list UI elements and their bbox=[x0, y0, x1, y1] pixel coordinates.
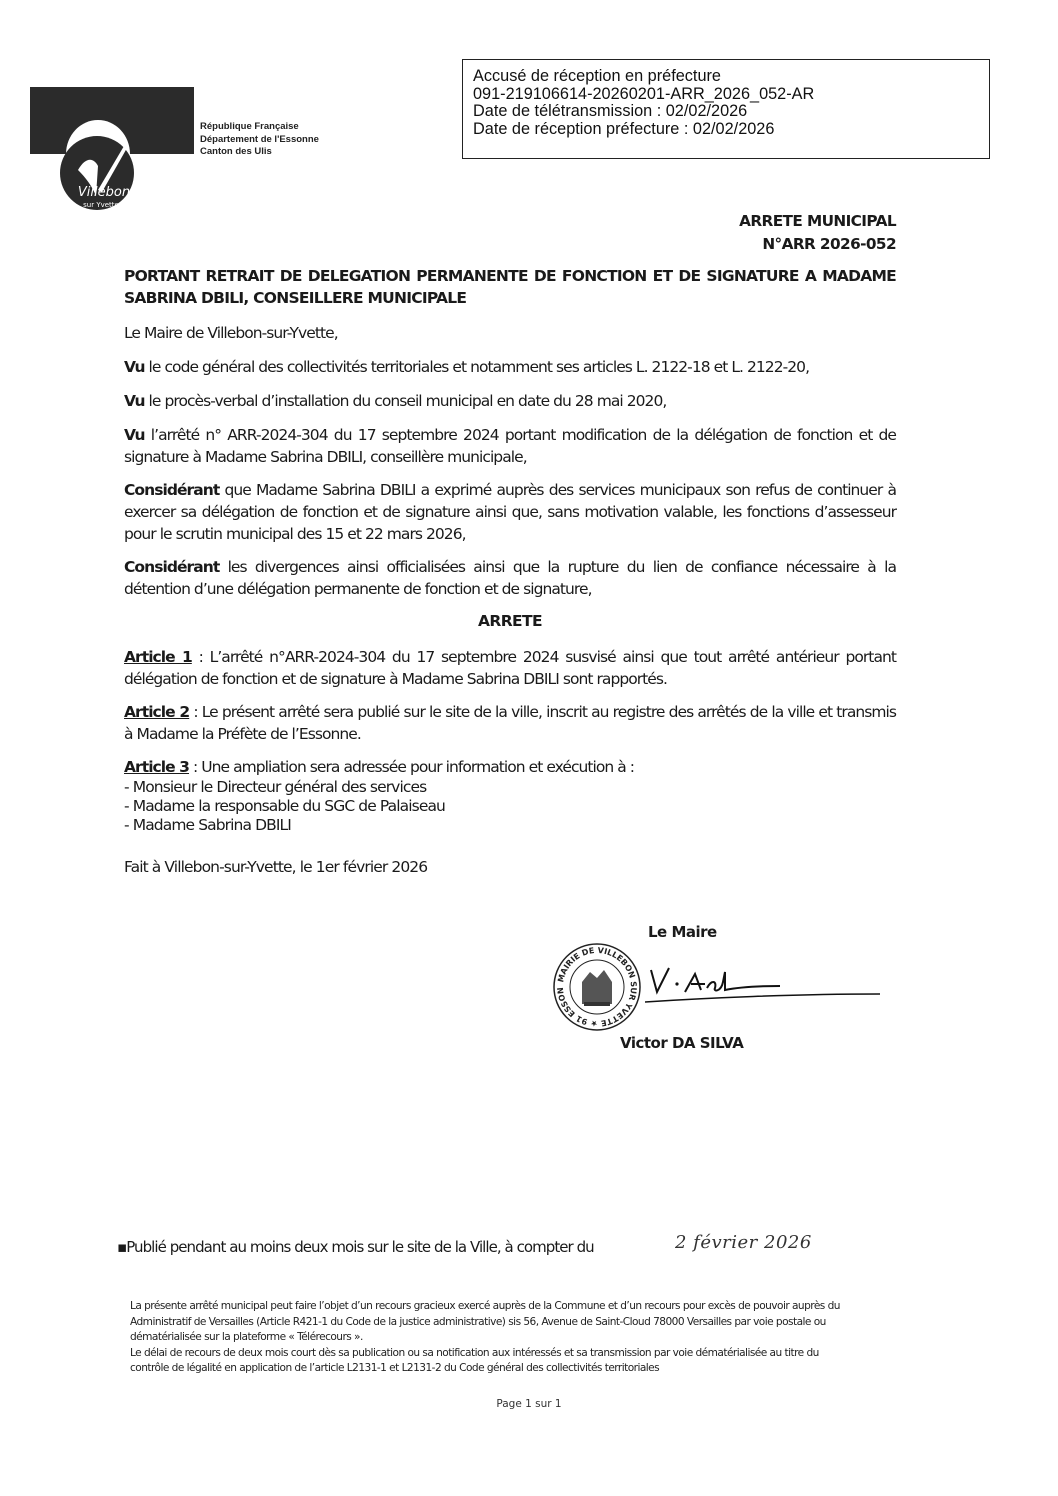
considerant-1 bbox=[124, 479, 896, 545]
publication-handwritten-date: 2 février 2026 bbox=[675, 1232, 812, 1253]
logo-text-villebon: Villebon bbox=[77, 185, 131, 200]
visa-3 bbox=[124, 424, 896, 468]
footer-line: contrôle de légalité en application de l’article L2131-1 et L2131-2 du Code général des collectivités territoriales bbox=[130, 1362, 660, 1374]
considerant-text: que Madame Sabrina DBILI a exprimé auprès des services municipaux son refus de continuer à exercer sa délégation de fonction et de signature ainsi que, sans motivation valable, les fonctions d’assesseur pour le scrutin municipal des 15 et 22 mars 2026, bbox=[124, 481, 896, 543]
recipient-item: - Monsieur le Directeur général des services bbox=[124, 778, 427, 796]
ar-line-title: Accusé de réception en préfecture bbox=[473, 67, 721, 85]
considerant-text: les divergences ainsi officialisées ainsi que la rupture du lien de confiance nécessaire à la détention d’une délégation permanente de fonction et de signature, bbox=[124, 558, 896, 598]
recipients-list bbox=[124, 778, 445, 835]
article-1 bbox=[124, 646, 896, 690]
page-number: Page 1 sur 1 bbox=[496, 1398, 562, 1410]
considerant-lead: Considérant bbox=[124, 481, 220, 499]
logo-text-sur-yvette: sur Yvette bbox=[83, 201, 119, 209]
visa-2 bbox=[124, 390, 896, 412]
ar-line-reference: 091-219106614-20260201-ARR_2026_052-AR bbox=[473, 84, 815, 103]
recipient-item: - Madame la responsable du SGC de Palaiseau bbox=[124, 797, 445, 815]
document-type-title: ARRETE MUNICIPAL bbox=[739, 212, 896, 230]
accuse-reception-box bbox=[462, 59, 990, 159]
done-at: Fait à Villebon-sur-Yvette, le 1er février 2026 bbox=[124, 858, 428, 876]
legal-recourse-notice bbox=[130, 1299, 942, 1377]
visa-lead: Vu bbox=[124, 426, 145, 444]
signatory-name: Victor DA SILVA bbox=[620, 1034, 744, 1052]
mairie-seal-stamp bbox=[552, 942, 642, 1032]
ar-line-teletransmission: Date de télétransmission : 02/02/2026 bbox=[473, 102, 748, 120]
villebon-logo bbox=[28, 86, 196, 216]
article-2 bbox=[124, 701, 896, 745]
org-lines bbox=[200, 121, 319, 159]
document-subject: PORTANT RETRAIT DE DELEGATION PERMANENTE DE FONCTION ET DE SIGNATURE A MADAME SABRINA DBILI, CONSEILLERE MUNICIPALE bbox=[124, 267, 896, 307]
arrete-heading: ARRETE bbox=[477, 612, 543, 630]
visa-text: le code général des collectivités territoriales et notamment ses articles L. 2122-18 et L. 2122-20, bbox=[144, 358, 810, 376]
visa-lead: Vu bbox=[124, 392, 145, 410]
article-text: : Une ampliation sera adressée pour information et exécution à : bbox=[189, 758, 635, 776]
document-number: N°ARR 2026-052 bbox=[762, 235, 896, 253]
article-3 bbox=[124, 756, 896, 778]
signature-graphic bbox=[645, 958, 885, 1008]
article-text: : L’arrêté n°ARR-2024-304 du 17 septembre 2024 susvisé ainsi que tout arrêté antérieur portant délégation de fonction et de signature à Madame Sabrina DBILI sont rapportés. bbox=[124, 648, 896, 688]
footer-line: Administratif de Versailles (Article R421-1 du Code de la justice administrative) sis 56, Avenue de Saint-Cloud 78000 Versailles par voie postale ou bbox=[130, 1315, 826, 1328]
publication-note: ▪Publié pendant au moins deux mois sur le site de la Ville, à compter du bbox=[117, 1238, 594, 1256]
footer-line: Le délai de recours de deux mois court dès sa publication ou sa notification aux intéressés et sa transmission par voie dématérialisée au titre du bbox=[130, 1346, 819, 1359]
visa-text: l’arrêté n° ARR-2024-304 du 17 septembre 2024 portant modification de la délégation de fonction et de signature à Madame Sabrina DBILI, conseillère municipale, bbox=[124, 426, 896, 466]
considerant-2 bbox=[124, 556, 896, 600]
visa-text: le procès-verbal d’installation du conseil municipal en date du 28 mai 2020, bbox=[144, 392, 667, 410]
handwritten-signature bbox=[645, 958, 885, 1008]
considerant-lead: Considérant bbox=[124, 558, 220, 576]
intro-line: Le Maire de Villebon-sur-Yvette, bbox=[124, 324, 338, 342]
ar-line-reception: Date de réception préfecture : 02/02/2026 bbox=[473, 119, 775, 138]
recipient-item: - Madame Sabrina DBILI bbox=[124, 816, 291, 834]
seal-text: MAIRIE DE VILLEBON SUR YVETTE ★ 91 ESSON bbox=[555, 945, 639, 1029]
org-line: Canton des Ulis bbox=[200, 146, 272, 157]
article-label: Article 2 bbox=[124, 703, 190, 721]
signatory-title: Le Maire bbox=[648, 923, 717, 941]
article-label: Article 3 bbox=[124, 758, 190, 776]
villebon-logo-graphic bbox=[28, 86, 196, 216]
visa-lead: Vu bbox=[124, 358, 145, 376]
footer-line: dématérialisée sur la plateforme « Télérecours ». bbox=[130, 1331, 363, 1343]
seal-graphic bbox=[552, 942, 642, 1032]
org-line: République Française bbox=[200, 121, 299, 132]
article-label: Article 1 bbox=[124, 648, 192, 666]
article-text: : Le présent arrêté sera publié sur le site de la ville, inscrit au registre des arrêtés de la ville et transmis à Madame la Préfète de l’Essonne. bbox=[124, 703, 897, 743]
visa-1 bbox=[124, 356, 896, 378]
org-line: Département de l'Essonne bbox=[200, 133, 319, 145]
footer-line: La présente arrêté municipal peut faire l’objet d’un recours gracieux exercé auprès de la Commune et d’un recours pour excès de pouvoir auprès du bbox=[130, 1300, 840, 1312]
